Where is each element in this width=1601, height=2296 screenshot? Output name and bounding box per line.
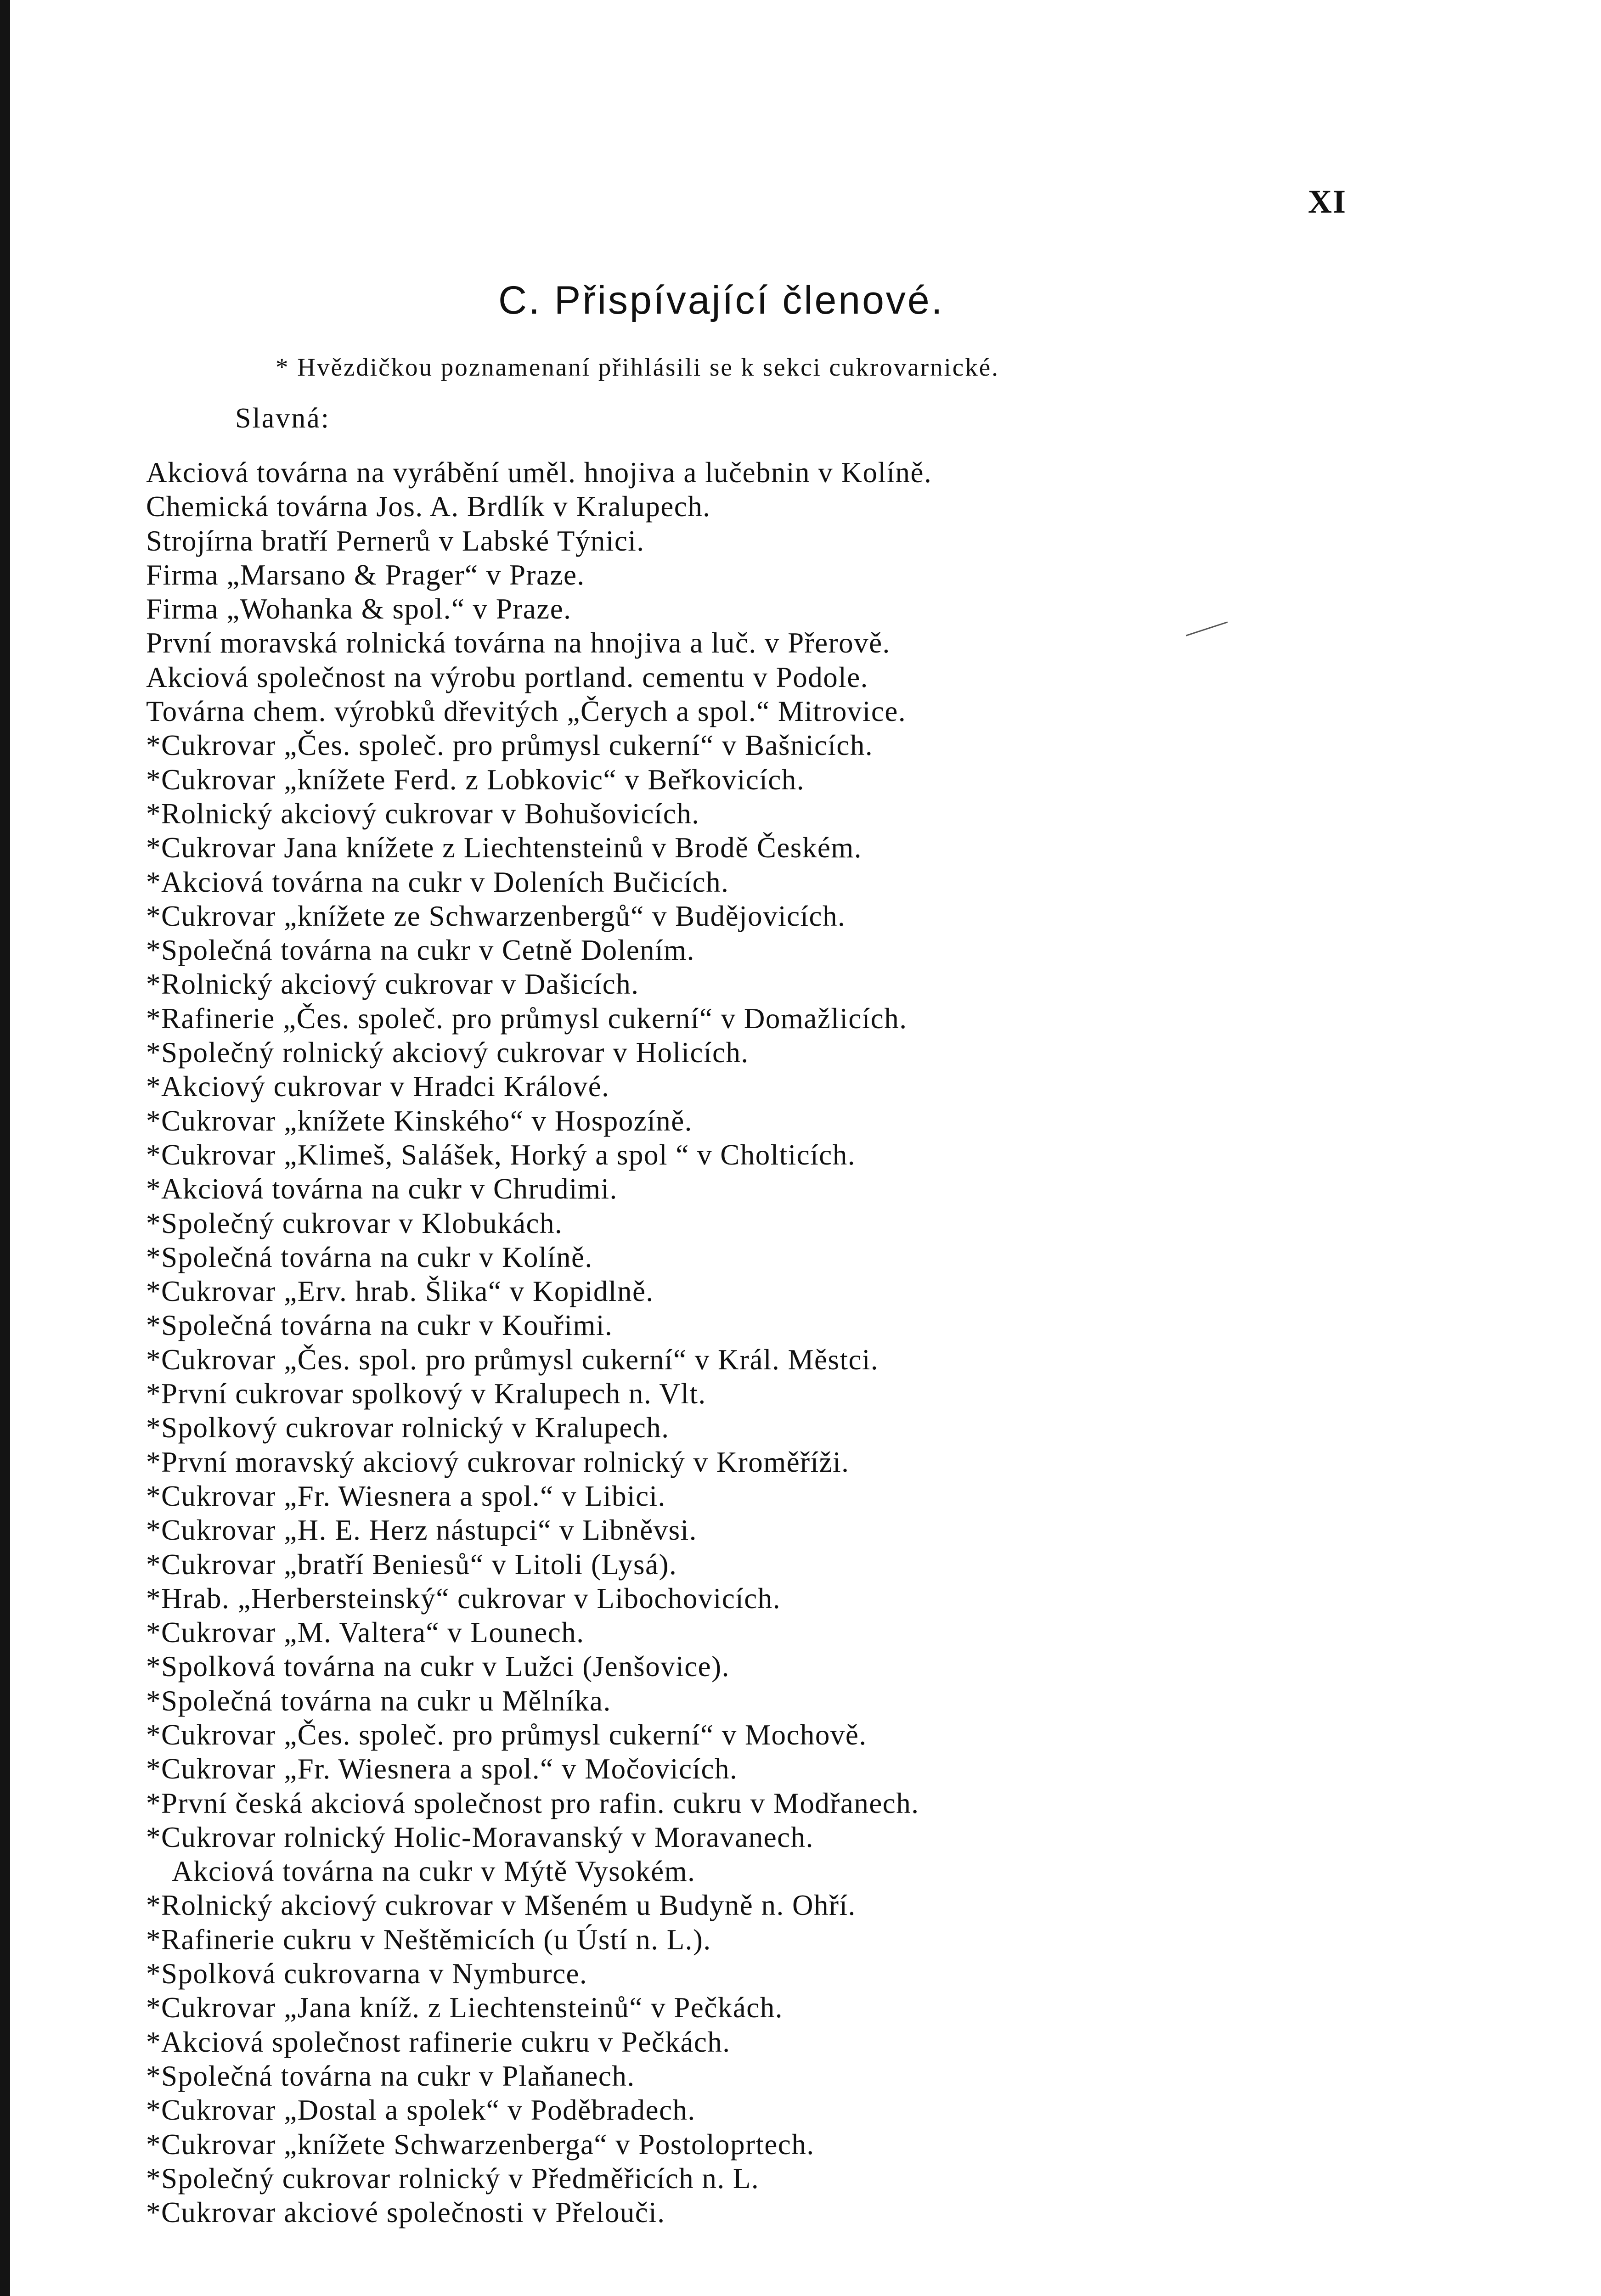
list-item: *Cukrovar „Dostal a spolek“ v Poděbradech. bbox=[146, 2094, 696, 2127]
list-item: *Cukrovar „knížete Schwarzenberga“ v Postoloprtech. bbox=[146, 2128, 815, 2161]
list-item: *Cukrovar „Čes. společ. pro průmysl cukerní“ v Mochově. bbox=[146, 1718, 867, 1751]
member-list bbox=[146, 456, 932, 2229]
list-item: *Spolková cukrovarna v Nymburce. bbox=[146, 1958, 588, 1990]
scan-edge bbox=[0, 0, 10, 2296]
list-item: Akciová společnost na výrobu portland. cementu v Podole. bbox=[146, 661, 868, 693]
list-item: *Rolnický akciový cukrovar v Dašicích. bbox=[146, 968, 639, 1001]
list-item: *Společný rolnický akciový cukrovar v Holicích. bbox=[146, 1036, 749, 1069]
list-item: *Společný cukrovar rolnický v Předměřicích n. L. bbox=[146, 2162, 760, 2195]
list-item: *První česká akciová společnost pro rafin. cukru v Modřanech. bbox=[146, 1787, 919, 1819]
list-item: Strojírna bratří Pernerů v Labské Týnici. bbox=[146, 524, 645, 557]
list-item: *Spolkový cukrovar rolnický v Kralupech. bbox=[146, 1412, 670, 1444]
list-item: *Cukrovar „Jana kníž. z Liechtensteinů“ v Pečkách. bbox=[146, 1992, 783, 2024]
list-item: *První cukrovar spolkový v Kralupech n. Vlt. bbox=[146, 1378, 706, 1410]
list-item: *Společná továrna na cukr v Cetně Dolením. bbox=[146, 934, 695, 967]
list-item: *Cukrovar „M. Valtera“ v Lounech. bbox=[146, 1616, 585, 1649]
list-item: *Cukrovar „Fr. Wiesnera a spol.“ v Močovicích. bbox=[146, 1753, 738, 1785]
list-item: *Cukrovar „Klimeš, Salášek, Horký a spol “ v Cholticích. bbox=[146, 1138, 856, 1171]
list-item: *Cukrovar „bratří Beniesů“ v Litoli (Lysá). bbox=[146, 1548, 677, 1581]
list-item: *Rafinerie „Čes. společ. pro průmysl cukerní“ v Domažlicích. bbox=[146, 1002, 908, 1035]
list-item: *Cukrovar „Fr. Wiesnera a spol.“ v Libici. bbox=[146, 1480, 666, 1512]
list-item: Továrna chem. výrobků dřevitých „Čerych a spol.“ Mitrovice. bbox=[146, 695, 907, 728]
list-item: *Cukrovar „knížete ze Schwarzenbergů“ v Budějovicích. bbox=[146, 900, 846, 932]
list-item: *Cukrovar „knížete Ferd. z Lobkovic“ v Beřkovicích. bbox=[146, 763, 805, 796]
list-item: *Akciová továrna na cukr v Doleních Bučicích. bbox=[146, 866, 729, 898]
section-title: C. Přispívající členové. bbox=[498, 278, 944, 322]
list-item: *Cukrovar „Erv. hrab. Šlika“ v Kopidlně. bbox=[146, 1275, 654, 1308]
list-item: *Rolnický akciový cukrovar v Bohušovicích. bbox=[146, 797, 700, 830]
list-item: *Společná továrna na cukr v Kouřimi. bbox=[146, 1309, 613, 1342]
list-item: *Cukrovar „H. E. Herz nástupci“ v Libněvsi. bbox=[146, 1514, 697, 1547]
list-item: *Společná továrna na cukr v Kolíně. bbox=[146, 1241, 593, 1273]
list-item: Firma „Wohanka & spol.“ v Praze. bbox=[146, 593, 572, 625]
pencil-mark bbox=[1186, 621, 1228, 636]
list-item: Akciová továrna na cukr v Mýtě Vysokém. bbox=[172, 1855, 696, 1888]
list-item: *Cukrovar Jana knížete z Liechtensteinů v Brodě Českém. bbox=[146, 832, 863, 864]
list-item: *Rafinerie cukru v Neštěmicích (u Ústí n. L.). bbox=[146, 1923, 711, 1956]
salutation: Slavná: bbox=[235, 403, 330, 434]
page-number: XI bbox=[1308, 183, 1347, 220]
list-item: *Akciová továrna na cukr v Chrudimi. bbox=[146, 1173, 618, 1205]
list-item: Akciová továrna na vyrábění uměl. hnojiva a lučebnin v Kolíně. bbox=[146, 456, 932, 489]
list-item: *Společný cukrovar v Klobukách. bbox=[146, 1207, 563, 1239]
list-item: *První moravský akciový cukrovar rolnický v Kroměříži. bbox=[146, 1446, 850, 1478]
list-item: *Cukrovar rolnický Holic-Moravanský v Moravanech. bbox=[146, 1821, 814, 1853]
list-item: Firma „Marsano & Prager“ v Praze. bbox=[146, 558, 585, 591]
list-item: *Cukrovar „knížete Kinského“ v Hospozíně. bbox=[146, 1104, 693, 1137]
footnote-legend: * Hvězdičkou poznamenaní přihlásili se k sekci cukrovarnické. bbox=[276, 353, 999, 381]
list-item: *Cukrovar akciové společnosti v Přelouči. bbox=[146, 2196, 665, 2229]
list-item: *Cukrovar „Čes. spol. pro průmysl cukerní“ v Král. Městci. bbox=[146, 1343, 879, 1376]
list-item: *Společná továrna na cukr v Plaňanech. bbox=[146, 2060, 635, 2092]
list-item: *Cukrovar „Čes. společ. pro průmysl cukerní“ v Bašnicích. bbox=[146, 729, 874, 762]
list-item: *Společná továrna na cukr u Mělníka. bbox=[146, 1684, 611, 1717]
list-item: *Hrab. „Herbersteinský“ cukrovar v Libochovicích. bbox=[146, 1582, 781, 1615]
list-item: První moravská rolnická továrna na hnojiva a luč. v Přerově. bbox=[146, 627, 891, 659]
list-item: *Spolková továrna na cukr v Lužci (Jenšovice). bbox=[146, 1650, 730, 1683]
list-item: *Rolnický akciový cukrovar v Mšeném u Budyně n. Ohří. bbox=[146, 1889, 856, 1922]
list-item: Chemická továrna Jos. A. Brdlík v Kralupech. bbox=[146, 490, 711, 523]
list-item: *Akciová společnost rafinerie cukru v Pečkách. bbox=[146, 2026, 731, 2058]
list-item: *Akciový cukrovar v Hradci Králové. bbox=[146, 1070, 610, 1103]
